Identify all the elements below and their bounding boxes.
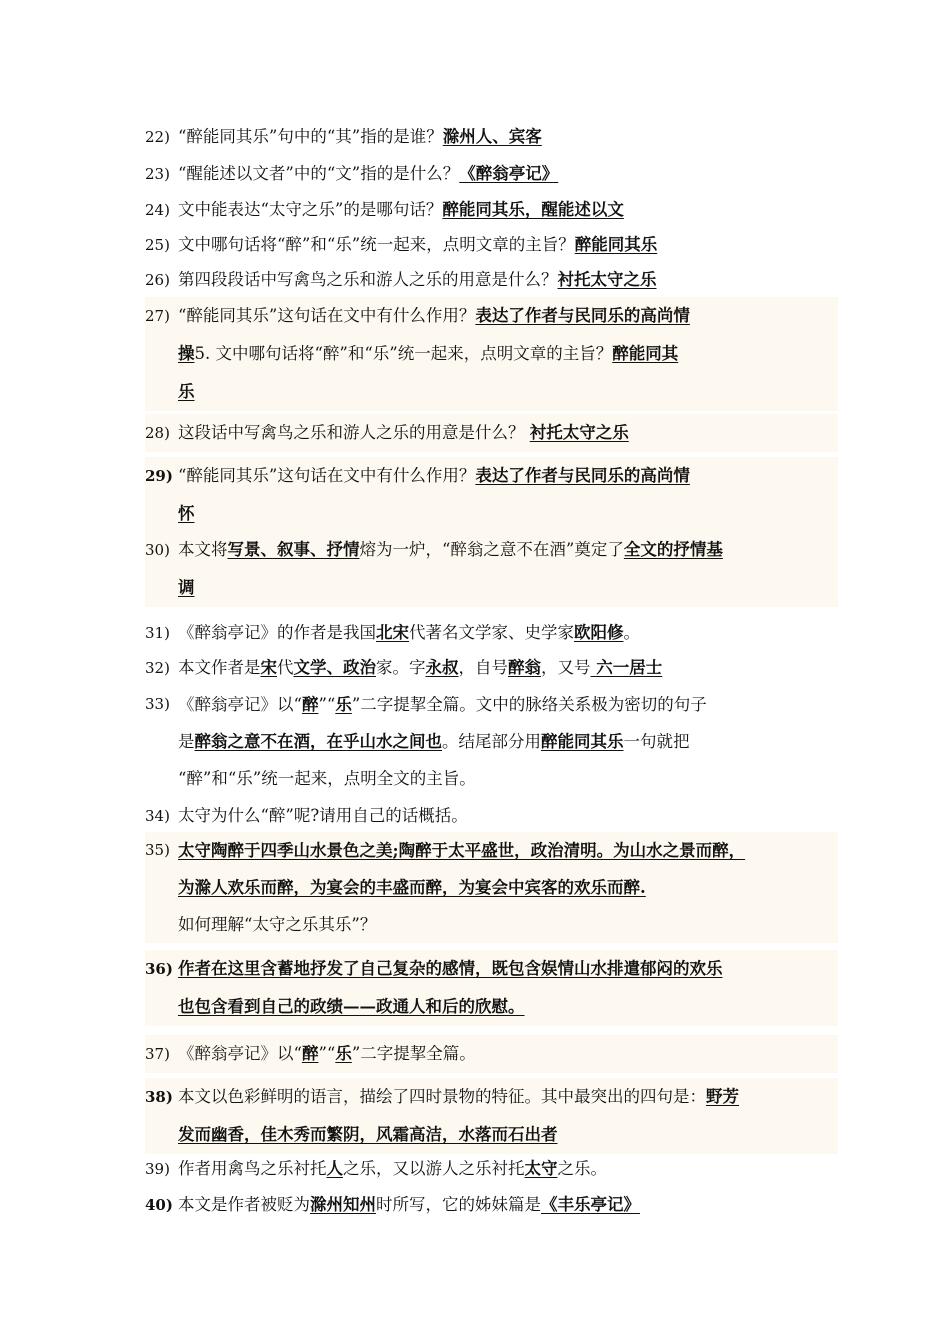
answer-text: 宋 <box>260 658 277 677</box>
question-text: 时所写，它的姊妹篇是 <box>376 1195 541 1214</box>
list-item <box>145 1152 838 1186</box>
text-line <box>178 760 838 797</box>
text-line <box>178 335 838 373</box>
text-line <box>178 1152 838 1186</box>
question-text: 代著名文学家、史学家 <box>409 623 574 642</box>
list-item <box>145 414 838 452</box>
list-item <box>145 457 838 533</box>
question-text: ”二字提挈全篇。文中的脉络关系极为密切的句子 <box>351 695 707 714</box>
answer-text: 怀 <box>178 504 195 523</box>
list-item <box>145 1035 838 1073</box>
list-item <box>145 1078 838 1154</box>
list-item <box>145 531 838 607</box>
answer-text: 六一居士 <box>590 658 663 677</box>
question-text: 本文作者是 <box>178 658 261 677</box>
text-line <box>178 414 838 452</box>
list-item <box>145 832 838 943</box>
answer-text: 北宋 <box>376 623 409 642</box>
question-text: 太守为什么“醉”呢?请用自己的话概括。 <box>178 806 468 825</box>
list-item <box>145 120 838 154</box>
item-number: 25) <box>145 236 170 254</box>
answer-text: 醉 <box>301 1044 319 1063</box>
question-text: “醉能同其乐”句中的“其”指的是谁？ <box>178 127 443 146</box>
item-number: 27) <box>145 307 170 325</box>
question-text: 之乐，又以游人之乐衬托 <box>343 1159 525 1178</box>
question-text: 文中哪句话将“醉”和“乐”统一起来，点明文章的主旨？ <box>178 235 575 254</box>
text-line <box>178 1116 838 1154</box>
answer-text: 乐 <box>335 695 352 714</box>
text-line <box>178 1078 838 1116</box>
question-text: “醒能述以文者”中的“文”指的是什么？ <box>178 164 460 183</box>
question-text: ，自号 <box>458 658 508 677</box>
list-item <box>145 686 838 797</box>
list-item <box>145 950 838 1026</box>
answer-text: 醉翁 <box>508 658 541 677</box>
question-text: ，又号 <box>541 658 591 677</box>
question-text: 家。字 <box>376 658 426 677</box>
text-line <box>178 1188 838 1222</box>
item-number: 37) <box>145 1045 170 1063</box>
text-line <box>178 906 838 943</box>
list-item <box>145 263 838 297</box>
answer-text: 《丰乐亭记》 <box>541 1195 640 1214</box>
text-line <box>178 832 838 869</box>
answer-text: 滁州人、宾客 <box>442 127 542 146</box>
question-text: 如何理解“太守之乐其乐”？ <box>178 915 377 934</box>
question-text: 本文将 <box>178 540 228 559</box>
text-line <box>178 869 838 906</box>
question-text: 本文是作者被贬为 <box>178 1195 310 1214</box>
answer-text: 野芳 <box>706 1087 739 1106</box>
item-number: 31) <box>145 624 170 642</box>
text-line <box>178 297 838 335</box>
question-text: 5. 文中哪句话将“醉”和“乐”统一起来，点明文章的主旨？ <box>194 344 613 363</box>
item-number: 28) <box>145 424 170 442</box>
answer-text: 太守 <box>524 1159 558 1178</box>
list-item <box>145 193 838 227</box>
question-text: 。 <box>623 623 640 642</box>
answer-text: 醉能同其乐 <box>574 235 658 254</box>
text-line <box>178 686 838 723</box>
list-item <box>145 1188 838 1222</box>
answer-text: 醉能同其乐 <box>541 732 624 751</box>
question-text: 这段话中写禽鸟之乐和游人之乐的用意是什么？ <box>178 423 530 442</box>
item-number: 39) <box>145 1160 170 1178</box>
text-line <box>178 457 838 495</box>
answer-text: 人 <box>326 1159 343 1178</box>
item-number: 35) <box>145 841 170 859</box>
text-line <box>178 723 838 760</box>
question-text: 作者用禽鸟之乐衬托 <box>178 1159 327 1178</box>
list-item <box>145 157 838 191</box>
answer-text: 乐 <box>335 1044 352 1063</box>
question-text: 之乐。 <box>557 1159 607 1178</box>
item-number: 24) <box>145 201 170 219</box>
text-line <box>178 495 838 533</box>
text-line <box>178 120 838 154</box>
question-text: 第四段段话中写禽鸟之乐和游人之乐的用意是什么？ <box>178 270 558 289</box>
item-number: 34) <box>145 807 170 825</box>
list-item <box>145 651 838 685</box>
item-number: 26) <box>145 271 170 289</box>
item-number: 36) <box>145 960 173 978</box>
answer-text: 全文的抒情基 <box>623 540 723 559</box>
question-text: 本文以色彩鲜明的语言，描绘了四时景物的特征。其中最突出的四句是： <box>178 1087 706 1106</box>
answer-text: 作者在这里含蓄地抒发了自己复杂的感情，既包含娱情山水排遣郁闷的欢乐 <box>178 959 723 978</box>
question-text: 《醉翁亭记》的作者是我国 <box>178 623 376 642</box>
list-item <box>145 616 838 650</box>
answer-text: 衬托太守之乐 <box>557 270 657 289</box>
answer-text: 衬托太守之乐 <box>529 423 629 442</box>
question-text: 《醉翁亭记》以“ <box>178 695 302 714</box>
text-line <box>178 531 838 569</box>
text-line <box>178 228 838 262</box>
text-line <box>178 157 838 191</box>
question-text: “醉”和“乐”统一起来，点明全文的主旨。 <box>178 769 476 788</box>
answer-text: 醉翁之意不在酒，在乎山水之间也 <box>194 732 442 751</box>
question-text: “醉能同其乐”这句话在文中有什么作用？ <box>178 306 476 325</box>
list-item <box>145 228 838 262</box>
question-text: 一句就把 <box>623 732 690 751</box>
text-line <box>178 569 838 607</box>
text-line <box>178 988 838 1026</box>
text-line <box>178 651 838 685</box>
question-text: ”“ <box>318 695 336 714</box>
question-text: 文中能表达“太守之乐”的是哪句话？ <box>178 200 443 219</box>
answer-text: 发而幽香，佳木秀而繁阴，风霜高洁，水落而石出者 <box>178 1125 558 1144</box>
answer-text: 太守陶醉于四季山水景色之美;陶醉于太平盛世，政治清明。为山水之景而醉， <box>178 841 746 860</box>
answer-text: 欧阳修 <box>574 623 624 642</box>
question-text: ”“ <box>318 1044 336 1063</box>
text-line <box>178 193 838 227</box>
answer-text: 操 <box>178 344 195 363</box>
question-text: 。结尾部分用 <box>442 732 541 751</box>
text-line <box>178 616 838 650</box>
answer-text: 乐 <box>178 382 195 401</box>
answer-text: 调 <box>178 578 195 597</box>
question-text: 《醉翁亭记》以“ <box>178 1044 302 1063</box>
answer-text: 醉能同其乐，醒能述以文 <box>442 200 624 219</box>
answer-text: 为滁人欢乐而醉，为宴会的丰盛而醉，为宴会中宾客的欢乐而醉. <box>178 878 646 897</box>
question-text: 代 <box>277 658 294 677</box>
question-text: “醉能同其乐”这句话在文中有什么作用？ <box>178 466 476 485</box>
text-line <box>178 373 838 411</box>
answer-text: 永叔 <box>425 658 459 677</box>
question-text: 熔为一炉，“醉翁之意不在酒”奠定了 <box>359 540 624 559</box>
answer-text: 表达了作者与民同乐的高尚情 <box>475 306 690 325</box>
answer-text: 文学、政治 <box>293 658 376 677</box>
item-number: 40) <box>145 1196 173 1214</box>
item-number: 29) <box>145 467 173 485</box>
item-number: 38) <box>145 1088 173 1106</box>
question-text: 是 <box>178 732 195 751</box>
list-item <box>145 297 838 411</box>
text-line <box>178 950 838 988</box>
item-number: 23) <box>145 165 170 183</box>
item-number: 22) <box>145 128 170 146</box>
answer-text: 醉 <box>301 695 319 714</box>
answer-text: 醉能同其 <box>612 344 679 363</box>
item-number: 30) <box>145 541 170 559</box>
item-number: 33) <box>145 695 170 713</box>
list-item <box>145 799 838 833</box>
answer-text: 写景、叙事、抒情 <box>227 540 360 559</box>
answer-text: 表达了作者与民同乐的高尚情 <box>475 466 690 485</box>
text-line <box>178 799 838 833</box>
answer-text: 滁州知州 <box>310 1195 376 1214</box>
item-number: 32) <box>145 659 170 677</box>
text-line <box>178 263 838 297</box>
text-line <box>178 1035 838 1073</box>
answer-text: 也包含看到自己的政绩——政通人和后的欣慰。 <box>178 997 525 1016</box>
question-text: ”二字提挈全篇。 <box>351 1044 476 1063</box>
answer-text: 《醉翁亭记》 <box>459 164 559 183</box>
